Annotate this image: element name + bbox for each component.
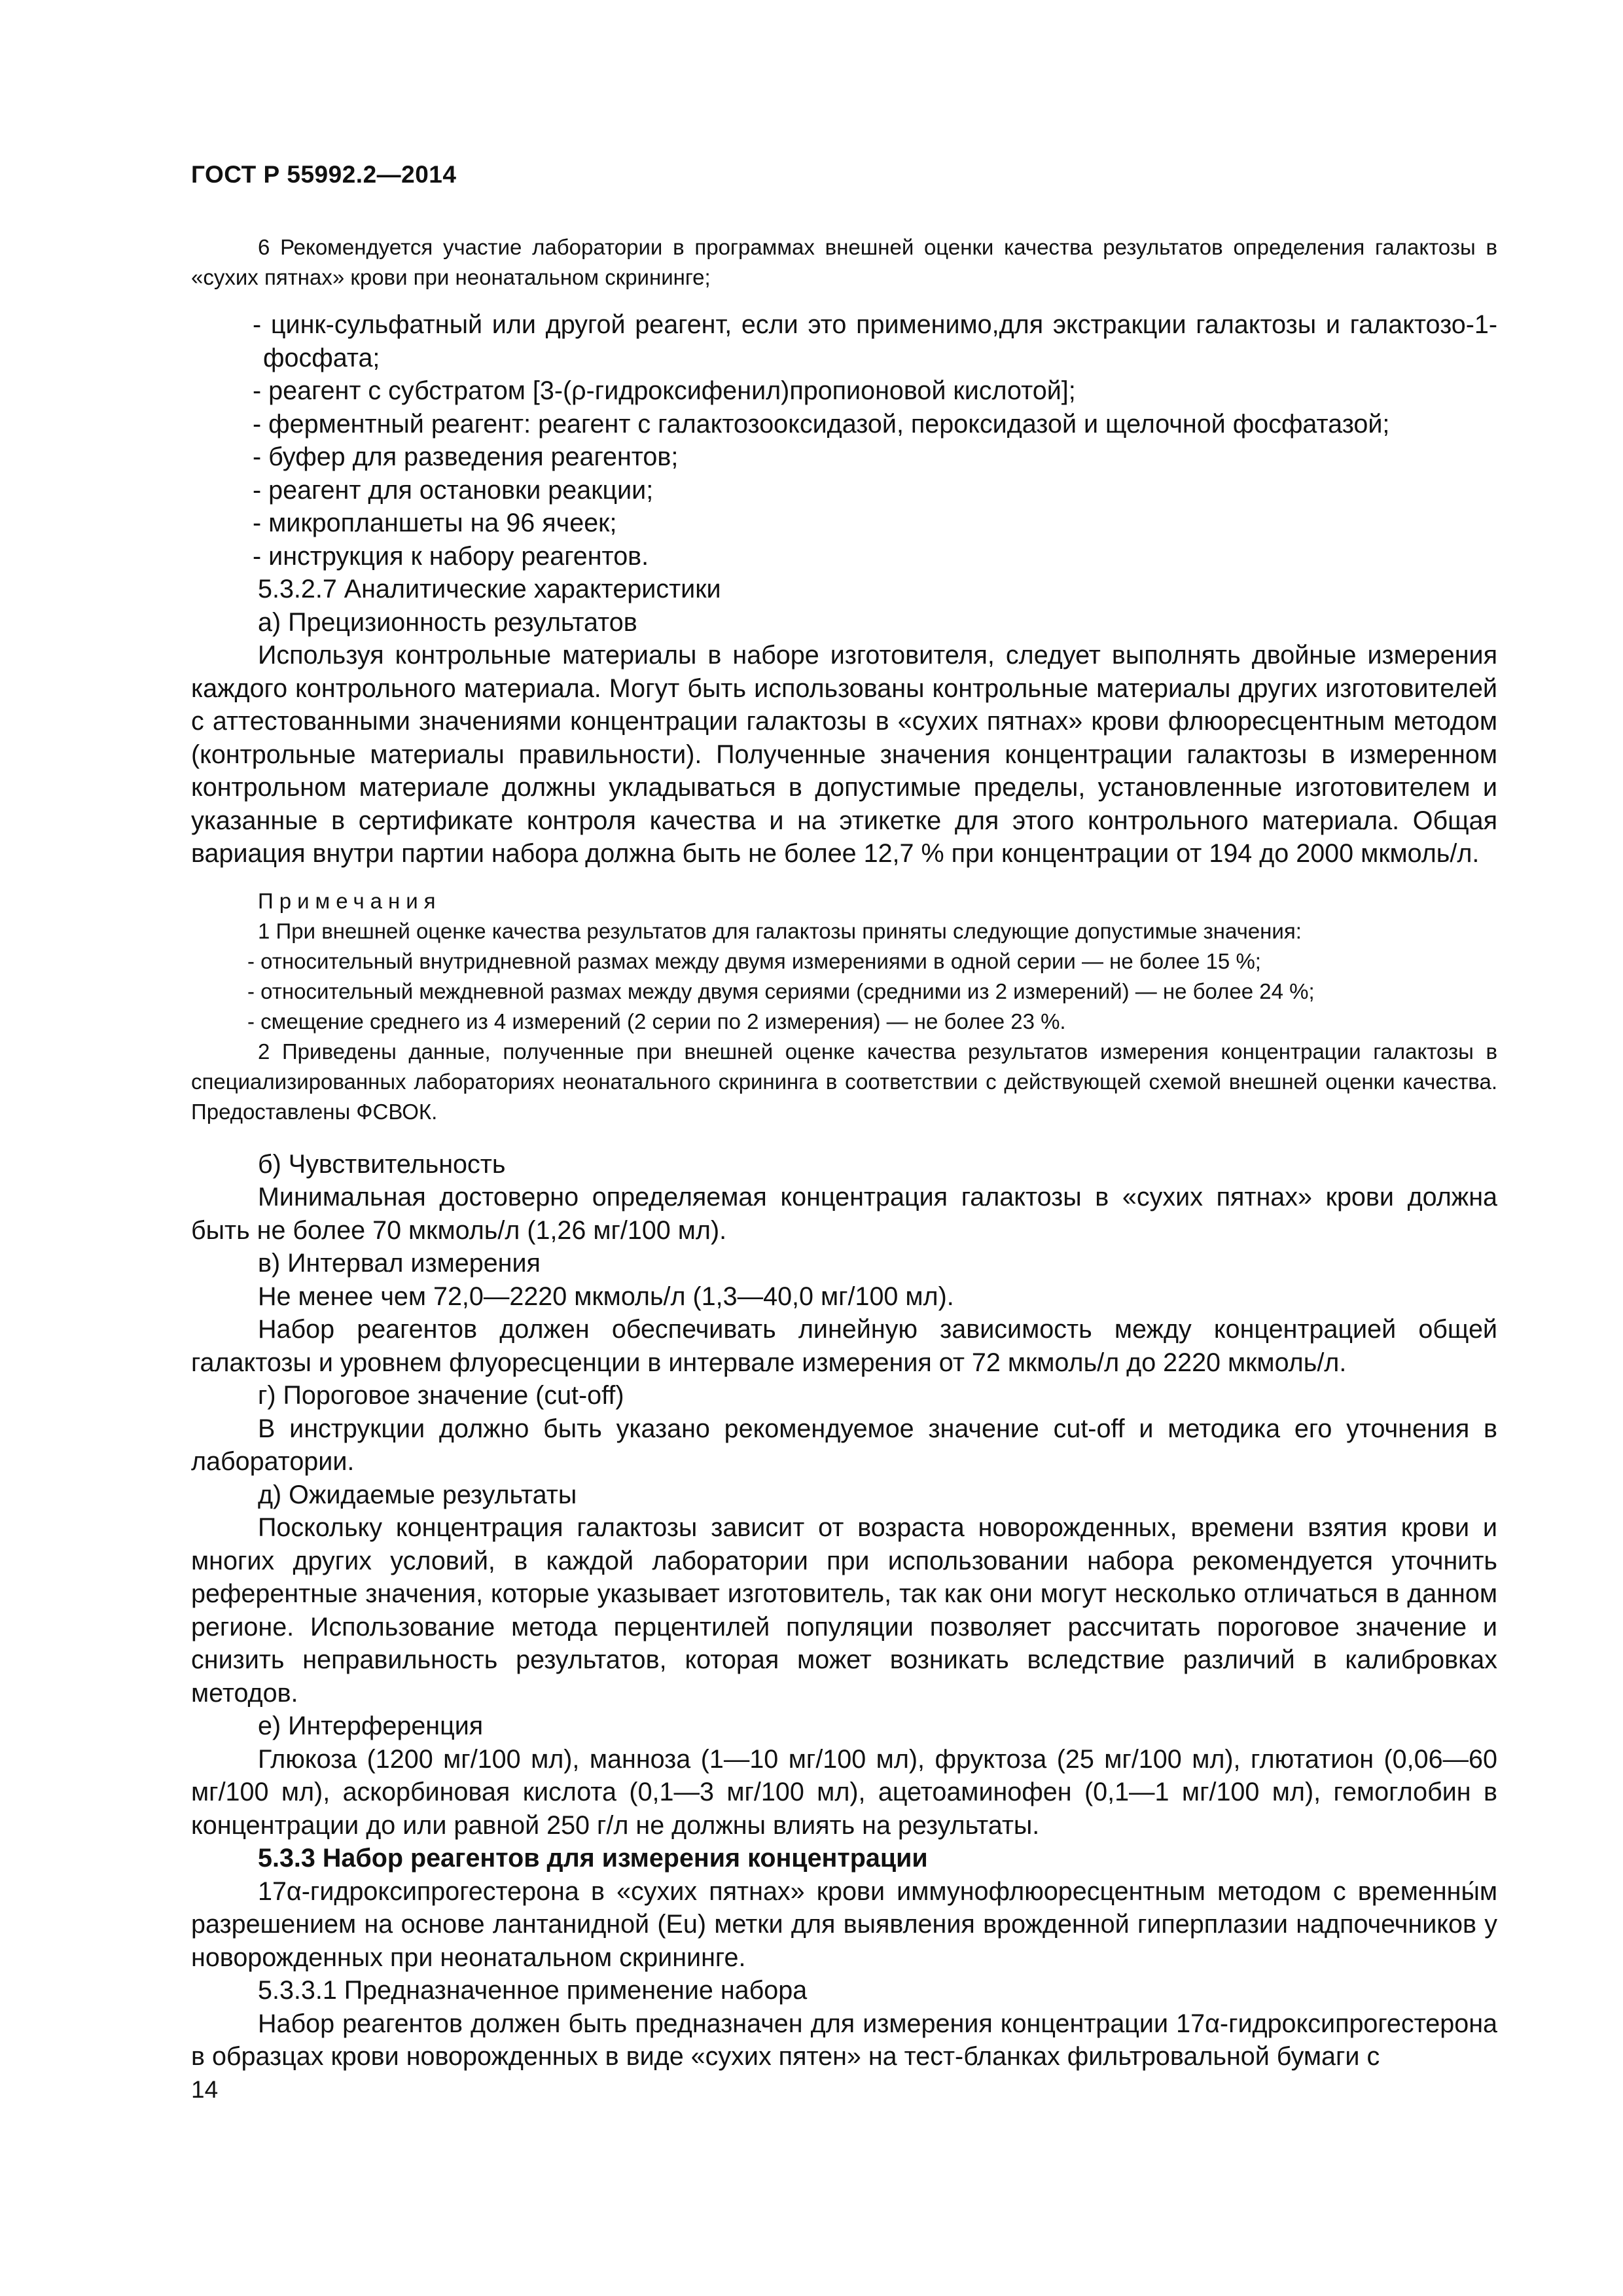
subsection-d-heading: д) Ожидаемые результаты	[258, 1480, 577, 1509]
reagent-item: - реагент с субстратом [3-(ρ-гидроксифенил)пропионовой кислотой];	[253, 376, 1076, 405]
reagent-item: - инструкция к набору реагентов.	[253, 541, 649, 571]
subsection-v-text: Не менее чем 72,0—2220 мкмоль/л (1,3—40,0 мг/100 мл).	[258, 1282, 954, 1311]
reagent-item: - реагент для остановки реакции;	[253, 475, 654, 505]
section-5-3-3-1-text: Набор реагентов должен быть предназначен для измерения концентрации 17α-гидроксипрогестерона в образцах крови новорожденных в виде «сухих пятен» на тест-бланках фильтровальной бумаги с	[191, 2009, 1497, 2071]
characteristics-block	[191, 1148, 1497, 2073]
page-content	[191, 232, 1497, 2073]
note-1-item: - относительный внутридневной размах между двумя измерениями в одной серии — не более 15 %;	[247, 948, 1261, 973]
note-2: 2 Приведены данные, полученные при внешней оценке качества результатов измерения концентрации галактозы в специализированных лабораториях неонатального скрининга в соответствии с действующей схемой внешней оценки качества. Предоставлены ФСВОК.	[191, 1039, 1497, 1124]
subsection-b-heading: б) Чувствительность	[258, 1149, 506, 1179]
note-1-item: - относительный междневной размах между двумя сериями (средними из 2 измерений) — не более 24 %;	[247, 978, 1315, 1003]
notes-block	[191, 886, 1497, 1127]
reagent-item: - цинк-сульфатный или другой реагент, если это применимо,для экстракции галактозы и галактозо-1-фосфата;	[253, 310, 1497, 372]
standard-header: ГОСТ Р 55992.2—2014	[191, 161, 457, 188]
subsection-d-text: Поскольку концентрация галактозы зависит от возраста новорожденных, времени взятия крови и многих других условий, в каждой лаборатории при использовании набора рекомендуется уточнить референтные значения, которые указывает изготовитель, так как они могут несколько отличаться в данном регионе. Использование метода перцентилей популяции позволяет рассчитать пороговое значение и снизить неправильность результатов, которая может возникать вследствие различий в калибровках методов.	[191, 1513, 1497, 1708]
note-1: 1 При внешней оценке качества результатов для галактозы приняты следующие допустимые значения:	[258, 918, 1302, 943]
subsection-b-text: Минимальная достоверно определяемая концентрация галактозы в «сухих пятнах» крови должна быть не более 70 мкмоль/л (1,26 мг/100 мл).	[191, 1183, 1497, 1245]
section-5-3-3-text: 17α-гидроксипрогестерона в «сухих пятнах» крови иммунофлюоресцентным методом с временны́м разрешением на основе лантанидной (Eu) метки для выявления врожденной гиперплазии надпочечников у новорожденных при неонатальном скрининге.	[191, 1876, 1497, 1972]
section-5-3-3-heading: 5.3.3 Набор реагентов для измерения концентрации	[258, 1844, 928, 1873]
page-number: 14	[191, 2076, 219, 2103]
notes-title: Примечания	[258, 888, 442, 913]
section-5-3-2-7-heading: 5.3.2.7 Аналитические характеристики	[258, 575, 721, 603]
note-1-item: - смещение среднего из 4 измерений (2 серии по 2 измерения) — не более 23 %.	[247, 1009, 1066, 1033]
subsection-g-text: В инструкции должно быть указано рекомендуемое значение cut-off и методика его уточнения в лаборатории.	[191, 1414, 1497, 1476]
subsection-a-heading: а) Прецизионность результатов	[258, 607, 637, 637]
subsection-e-text: Глюкоза (1200 мг/100 мл), манноза (1—10 мг/100 мл), фруктоза (25 мг/100 мл), глютатион (0,06—60 мг/100 мл), аскорбиновая кислота (0,1—3 мг/100 мл), ацетоаминофен (0,1—1 мг/100 мл), гемоглобин в концентрации до или равной 250 г/л не должны влиять на результаты.	[191, 1744, 1497, 1840]
subsection-v-heading: в) Интервал измерения	[258, 1249, 541, 1278]
reagent-item: - микропланшеты на 96 ячеек;	[253, 509, 617, 537]
note-6: 6 Рекомендуется участие лаборатории в программах внешней оценки качества результатов определения галактозы в «сухих пятнах» крови при неонатальном скрининге;	[191, 235, 1497, 289]
section-5-3-3-1-heading: 5.3.3.1 Предназначенное применение набора	[258, 1976, 808, 2005]
subsection-g-heading: г) Пороговое значение (cut-off)	[258, 1381, 624, 1410]
subsection-a-text: Используя контрольные материалы в наборе изготовителя, следует выполнять двойные измерения каждого контрольного материала. Могут быть использованы контрольные материалы других изготовителей с аттестованными значениями концентрации галактозы в «сухих пятнах» крови флюоресцентным методом (контрольные материалы правильности). Полученные значения концентрации галактозы в измеренном контрольном материале должны укладываться в допустимые пределы, установленные изготовителем и указанные в сертификате контроля качества и на этикетке для этого контрольного материала. Общая вариация внутри партии набора должна быть не более 12,7 % при концентрации от 194 до 2000 мкмоль/л.	[191, 641, 1497, 868]
reagent-item: - буфер для разведения реагентов;	[253, 442, 679, 471]
subsection-v-text: Набор реагентов должен обеспечивать линейную зависимость между концентрацией общей галактозы и уровнем флуоресценции в интервале измерения от 72 мкмоль/л до 2220 мкмоль/л.	[191, 1315, 1497, 1377]
reagent-item: - ферментный реагент: реагент с галактозооксидазой, пероксидазой и щелочной фосфатазой;	[253, 409, 1390, 439]
subsection-e-heading: е) Интерференция	[258, 1712, 484, 1740]
reagent-list	[191, 308, 1497, 573]
